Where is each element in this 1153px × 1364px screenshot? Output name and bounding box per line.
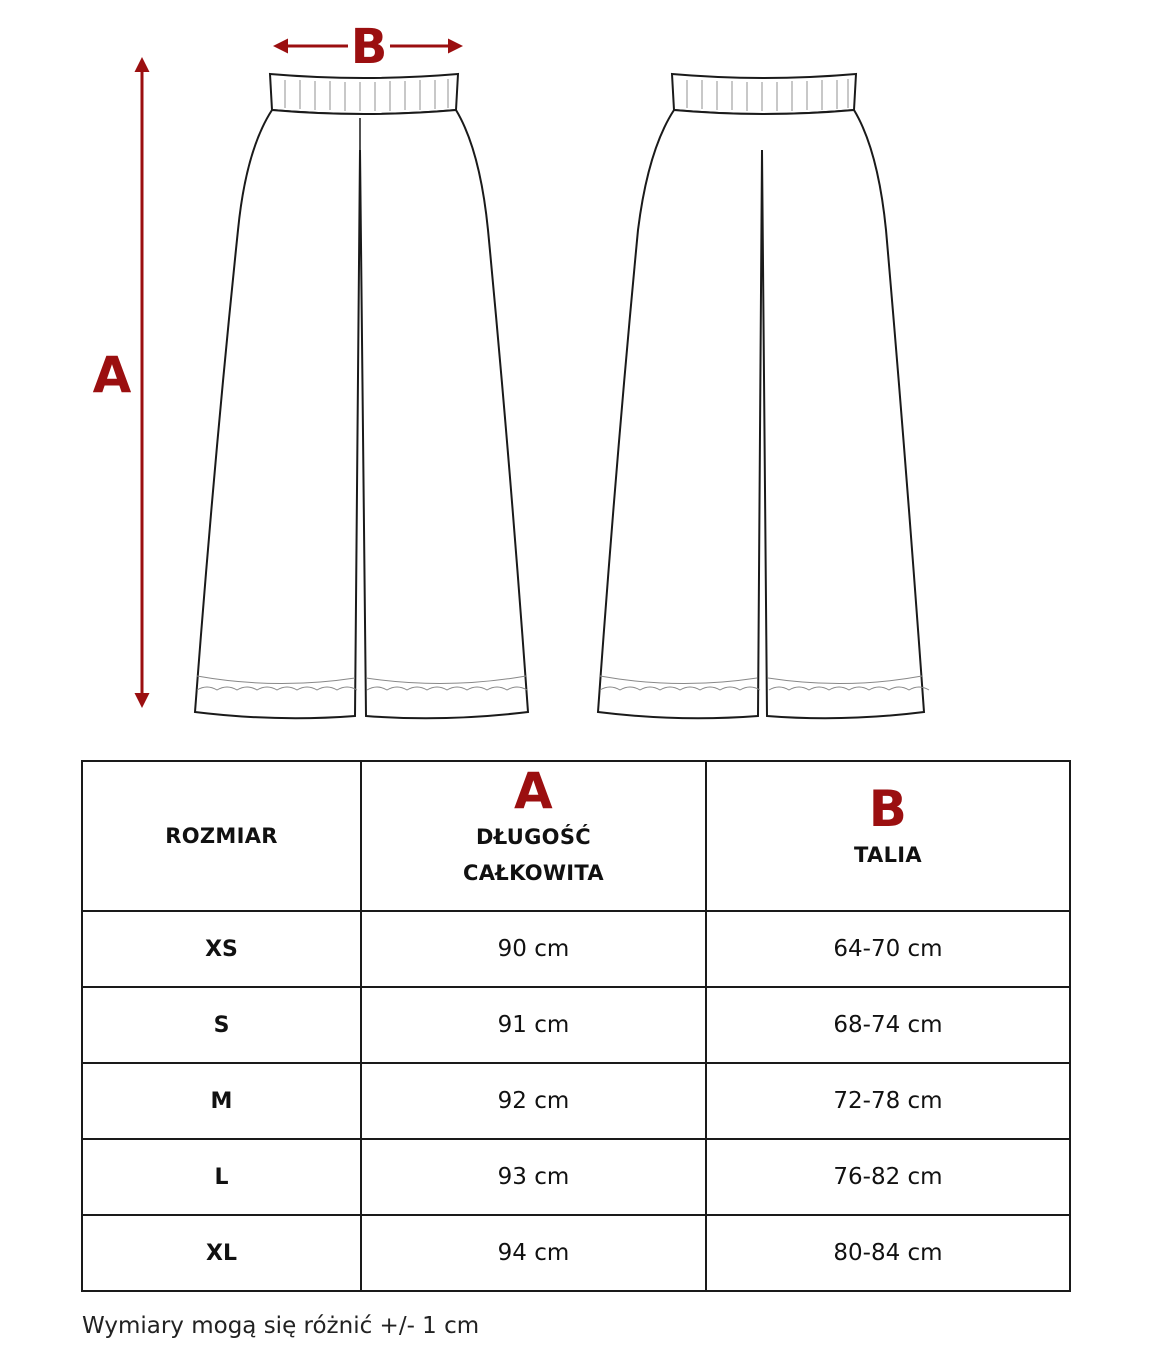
waist-cell: 64-70 cm bbox=[706, 911, 1070, 987]
header-length-line1: DŁUGOŚĆ bbox=[476, 825, 591, 849]
length-letter: A bbox=[92, 346, 132, 404]
size-cell: L bbox=[82, 1139, 361, 1215]
table-row bbox=[82, 1215, 1070, 1291]
pants-front-view bbox=[195, 74, 528, 718]
header-size: ROZMIAR bbox=[82, 761, 361, 911]
size-chart-table bbox=[81, 760, 1071, 1292]
length-cell: 90 cm bbox=[361, 911, 706, 987]
tolerance-note: Wymiary mogą się różnić +/- 1 cm bbox=[82, 1313, 480, 1339]
header-length bbox=[361, 761, 706, 911]
length-cell: 92 cm bbox=[361, 1063, 706, 1139]
header-waist-letter: B bbox=[868, 780, 908, 838]
length-cell: 91 cm bbox=[361, 987, 706, 1063]
waist-cell: 72-78 cm bbox=[706, 1063, 1070, 1139]
table-row bbox=[82, 1139, 1070, 1215]
length-cell: 93 cm bbox=[361, 1139, 706, 1215]
waist-letter: B bbox=[350, 19, 388, 75]
table-row bbox=[82, 911, 1070, 987]
table-row bbox=[82, 1063, 1070, 1139]
header-waist bbox=[706, 761, 1070, 911]
header-length-line2: CAŁKOWITA bbox=[463, 861, 604, 885]
waist-cell: 68-74 cm bbox=[706, 987, 1070, 1063]
size-cell: XS bbox=[82, 911, 361, 987]
header-length-letter: A bbox=[514, 762, 553, 820]
length-cell: 94 cm bbox=[361, 1215, 706, 1291]
table-row bbox=[82, 987, 1070, 1063]
header-waist-label: TALIA bbox=[854, 843, 922, 867]
waist-cell: 76-82 cm bbox=[706, 1139, 1070, 1215]
size-cell: M bbox=[82, 1063, 361, 1139]
size-cell: XL bbox=[82, 1215, 361, 1291]
size-cell: S bbox=[82, 987, 361, 1063]
waist-cell: 80-84 cm bbox=[706, 1215, 1070, 1291]
table-header-row bbox=[82, 761, 1070, 911]
pants-back-view bbox=[598, 74, 929, 718]
